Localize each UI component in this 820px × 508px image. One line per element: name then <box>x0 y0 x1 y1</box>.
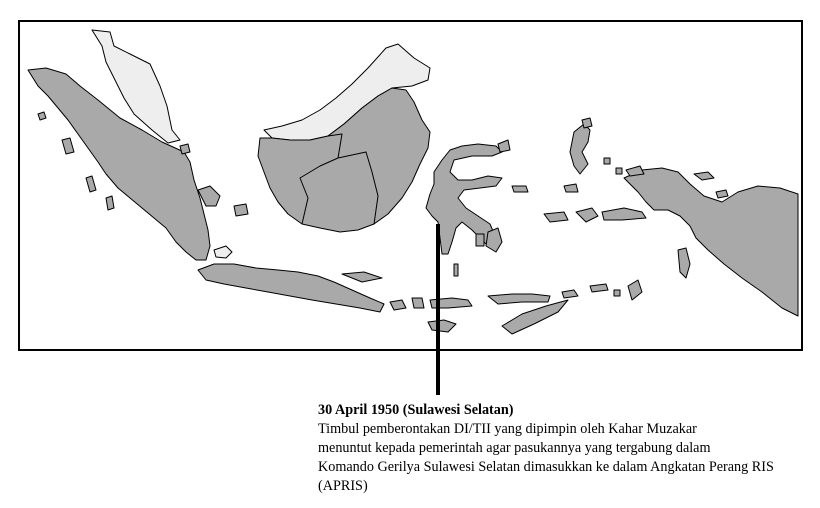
island-madura <box>342 272 382 282</box>
island-sula <box>544 212 568 222</box>
map-frame <box>18 20 803 351</box>
island-yapen <box>716 190 728 198</box>
island-enggano <box>106 196 114 210</box>
sumatra <box>28 68 210 260</box>
island-biak <box>694 172 714 180</box>
event-description-line-1: Timbul pemberontakan DI/TII yang dipimpin oleh Kahar Muzakar <box>318 421 697 437</box>
event-title: 30 April 1950 (Sulawesi Selatan) <box>318 402 514 418</box>
event-description-line-2: menuntut kepada pemerintah agar pasukannya yang tergabung dalam <box>318 440 711 456</box>
papua <box>624 168 798 316</box>
island-small-4 <box>614 290 620 296</box>
island-mentawai <box>86 176 96 192</box>
island-obi <box>564 184 578 192</box>
pointer-line <box>436 224 440 395</box>
event-caption <box>318 401 813 496</box>
indonesia-map <box>20 22 801 349</box>
island-wetar <box>590 284 608 292</box>
island-lombok <box>412 298 424 308</box>
island-tanimbar <box>628 280 642 300</box>
island-belitung <box>234 204 248 216</box>
island-banggai <box>512 186 528 192</box>
island-buton <box>486 228 502 252</box>
island-sangihe <box>498 140 510 152</box>
java <box>198 264 384 312</box>
island-seram <box>602 208 646 220</box>
event-description-line-4: (APRIS) <box>318 478 368 494</box>
island-kei <box>678 248 690 278</box>
island-riau <box>180 144 190 154</box>
island-small-3 <box>616 168 622 174</box>
island-nias <box>62 138 74 154</box>
island-halmahera <box>570 124 590 174</box>
island-timor <box>502 300 568 334</box>
island-sumba <box>428 320 456 332</box>
island-selayar <box>454 264 458 276</box>
island-flores <box>488 294 550 304</box>
island-muna <box>476 234 484 246</box>
island-bali <box>390 300 406 310</box>
island-alor <box>562 290 578 298</box>
island-buru <box>576 208 598 222</box>
event-description-line-3: Komando Gerilya Sulawesi Selatan dimasukkan ke dalam Angkatan Perang RIS <box>318 459 774 475</box>
island-morotai <box>582 118 592 128</box>
island-small-2 <box>604 158 610 164</box>
island-small-1 <box>38 112 46 120</box>
island-waigeo <box>626 166 644 176</box>
singapore-island <box>214 246 232 258</box>
